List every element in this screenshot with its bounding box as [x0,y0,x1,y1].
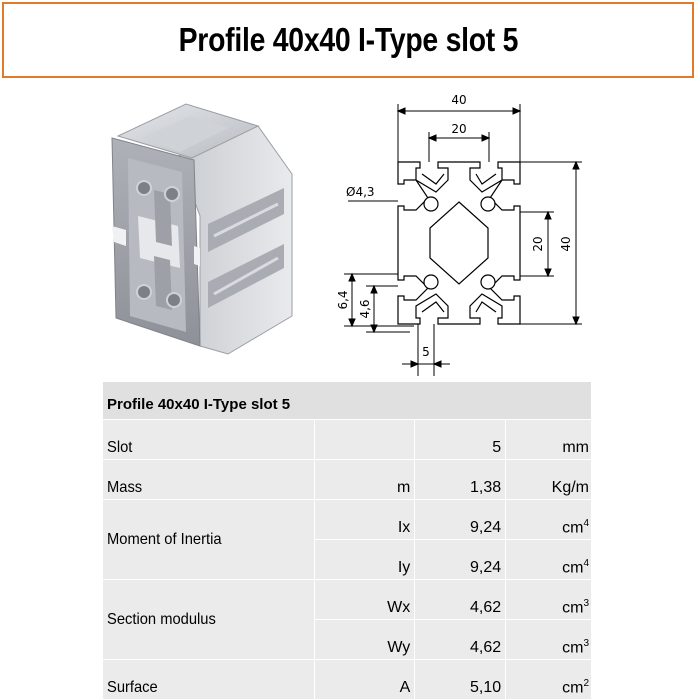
prop-label: Moment of Inertia [103,500,315,580]
prop-symbol: A [314,660,415,700]
prop-unit: $cm^2$ [506,660,592,700]
table-row-inertia-x [103,500,592,540]
prop-unit: Kg/m [506,460,592,500]
prop-label: Slot [103,420,315,460]
prop-label: Mass [103,460,315,500]
table-header: Profile 40x40 I-Type slot 5 [103,382,592,420]
prop-symbol: m [314,460,415,500]
prop-symbol [314,420,415,460]
prop-unit: $cm^4$ [506,500,592,540]
prop-value: 4,62 [415,620,506,660]
dim-height-total: 40 [559,236,573,252]
dim-6-4: 6,4 [336,290,350,310]
page-title: Profile 40x40 I-Type slot 5 [178,21,518,58]
profile-cross-section-drawing [318,86,608,376]
dim-hole-diameter: Ø4,3 [346,185,375,199]
prop-value: 4,62 [415,580,506,620]
prop-label: Surface [103,660,315,700]
prop-symbol: Wy [314,620,415,660]
prop-value: 1,38 [415,460,506,500]
prop-unit: $cm^3$ [506,620,592,660]
prop-value: 9,24 [415,500,506,540]
dim-slot-width: 5 [422,345,430,359]
dim-width-total: 40 [451,93,467,107]
prop-value: 9,24 [415,540,506,580]
prop-unit: $cm^4$ [506,540,592,580]
prop-symbol: Ix [314,500,415,540]
prop-label: Section modulus [103,580,315,660]
dim-width-inner: 20 [451,122,467,136]
table-row-mass [103,460,592,500]
prop-symbol: Wx [314,580,415,620]
table-row-modulus-x [103,580,592,620]
dim-4-6: 4,6 [358,299,372,319]
dim-height-inner: 20 [531,236,545,252]
prop-symbol: Iy [314,540,415,580]
prop-unit: $cm^3$ [506,580,592,620]
profile-3d-render [108,96,298,358]
table-row-surface [103,660,592,700]
spec-table [102,381,592,700]
table-header-row [103,382,592,420]
title-banner [2,2,694,78]
prop-value: 5 [415,420,506,460]
prop-value: 5,10 [415,660,506,700]
table-row-slot [103,420,592,460]
prop-unit: mm [506,420,592,460]
